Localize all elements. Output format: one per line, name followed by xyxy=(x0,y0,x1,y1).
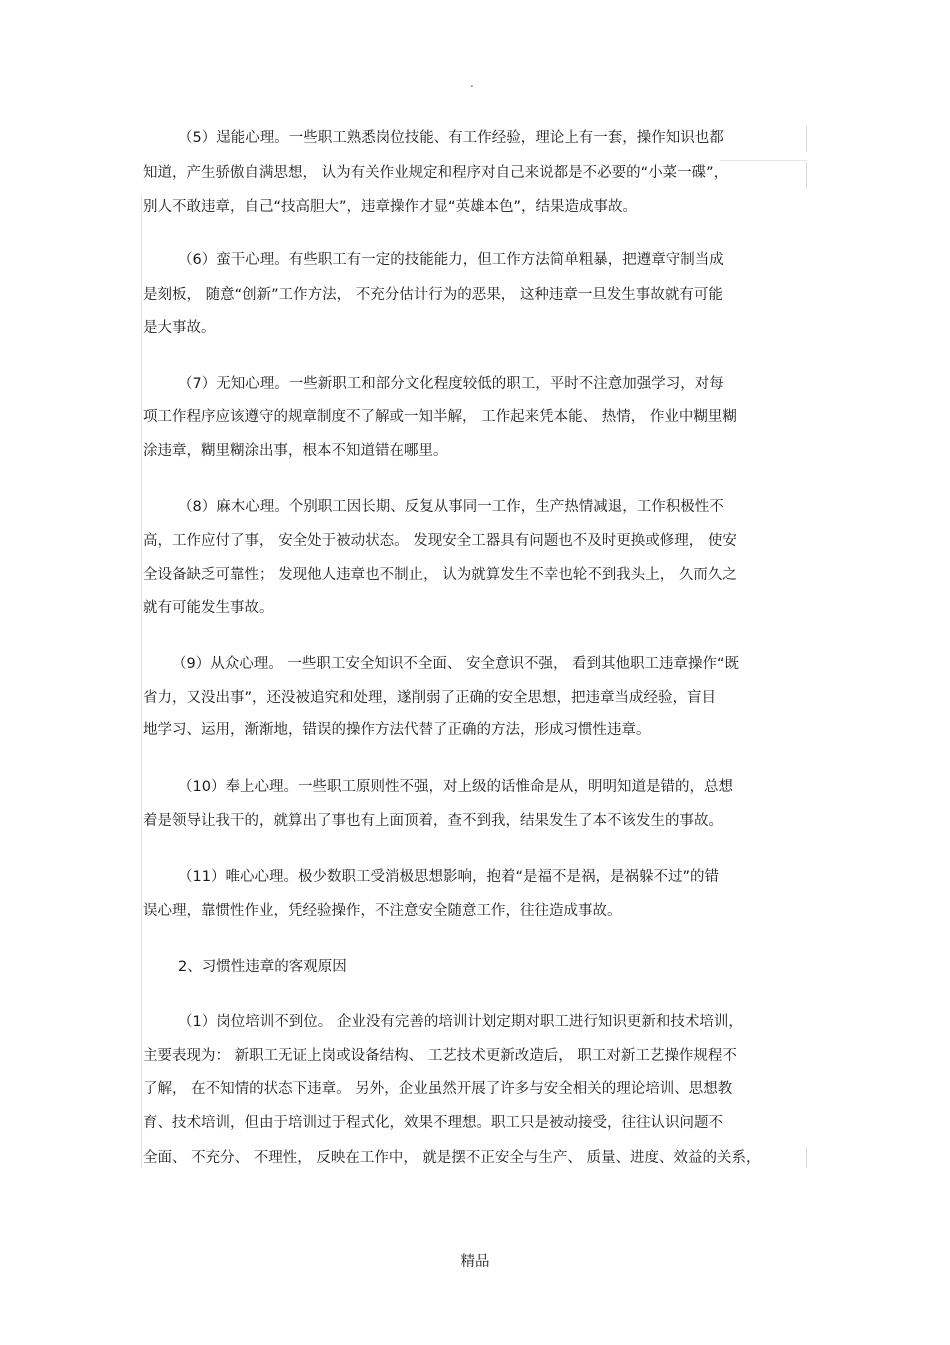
text-line: 地学习、运用，渐渐地，错误的操作方法代替了正确的方法，形成习惯性违章。 xyxy=(143,722,651,738)
text-line: （9）从众心理。 一些职工安全知识不全面、 安全意识不强， 看到其他职工违章操作“既 xyxy=(172,656,740,672)
text-line: （1）岗位培训不到位。 企业没有完善的培训计划定期对职工进行知识更新和技术培训， xyxy=(178,1014,743,1030)
text-line: 别人不敢违章，自己“技高胆大”，违章操作才显“英雄本色”，结果造成事故。 xyxy=(143,199,638,215)
text-line: （8）麻木心理。个别职工因长期、反复从事同一工作，生产热情减退，工作积极性不 xyxy=(178,499,724,515)
scan-guide-top xyxy=(720,160,807,161)
text-line: 高，工作应付了事， 安全处于被动状态。 发现安全工器具有问题也不及时更换或修理， 使安 xyxy=(143,533,737,549)
text-line: 育、技术培训，但由于培训过于程式化，效果不理想。职工只是被动接受，往往认识问题不 xyxy=(143,1115,723,1131)
text-line: （10）奉上心理。一些职工原则性不强，对上级的话惟命是从，明明知道是错的，总想 xyxy=(178,779,733,795)
text-line: （7）无知心理。一些新职工和部分文化程度较低的职工，平时不注意加强学习，对每 xyxy=(178,376,724,392)
text-line: （6）蛮干心理。有些职工有一定的技能能力，但工作方法简单粗暴，把遵章守制当成 xyxy=(178,252,724,268)
text-line: 主要表现为： 新职工无证上岗或设备结构、 工艺技术更新改造后， 职工对新工艺操作规程不 xyxy=(143,1048,737,1064)
scan-guide-right xyxy=(806,162,807,188)
text-line: （11）唯心心理。极少数职工受消极思想影响，抱着“是福不是祸，是祸躲不过”的错 xyxy=(178,869,719,885)
text-line: 是刻板， 随意“创新”工作方法， 不充分估计行为的恶果， 这种违章一旦发生事故就有可能 xyxy=(143,287,723,303)
text-line: 是大事故。 xyxy=(143,320,216,336)
header-mark: . xyxy=(470,76,474,90)
text-line: 全设备缺乏可靠性； 发现他人违章也不制止， 认为就算发生不幸也轮不到我头上， 久而久之 xyxy=(143,567,737,583)
text-line: 涂违章，糊里糊涂出事，根本不知道错在哪里。 xyxy=(143,443,448,459)
text-line: 项工作程序应该遵守的规章制度不了解或一知半解， 工作起来凭本能、 热情， 作业中糊里糊 xyxy=(143,409,737,425)
text-line: 知道，产生骄傲自满思想， 认为有关作业规定和程序对自己来说都是不必要的“小菜一碟”， xyxy=(143,165,729,181)
text-line: 误心理，靠惯性作业，凭经验操作，不注意安全随意工作，往往造成事故。 xyxy=(143,903,622,919)
text-line: 着是领导让我干的，就算出了事也有上面顶着，查不到我，结果发生了本不该发生的事故。 xyxy=(143,813,723,829)
section-heading: 2、习惯性违章的客观原因 xyxy=(178,959,347,975)
page-footer: 精品 xyxy=(460,1254,490,1270)
text-line: 就有可能发生事故。 xyxy=(143,600,274,616)
text-line: 了解， 在不知情的状态下违章。 另外，企业虽然开展了许多与安全相关的理论培训、思想教 xyxy=(143,1081,733,1097)
scan-guide-right xyxy=(806,1148,807,1168)
scan-guide-right xyxy=(806,126,807,152)
text-line: （5）逞能心理。一些职工熟悉岗位技能、有工作经验，理论上有一套，操作知识也都 xyxy=(178,130,724,146)
text-line: 全面、 不充分、 不理性， 反映在工作中， 就是摆不正安全与生产、 质量、进度、效益的关系， xyxy=(143,1150,761,1166)
scan-guide-left xyxy=(141,196,142,1168)
text-line: 省力，又没出事”，还没被追究和处理，遂削弱了正确的安全思想，把违章当成经验，盲目 xyxy=(143,690,717,706)
